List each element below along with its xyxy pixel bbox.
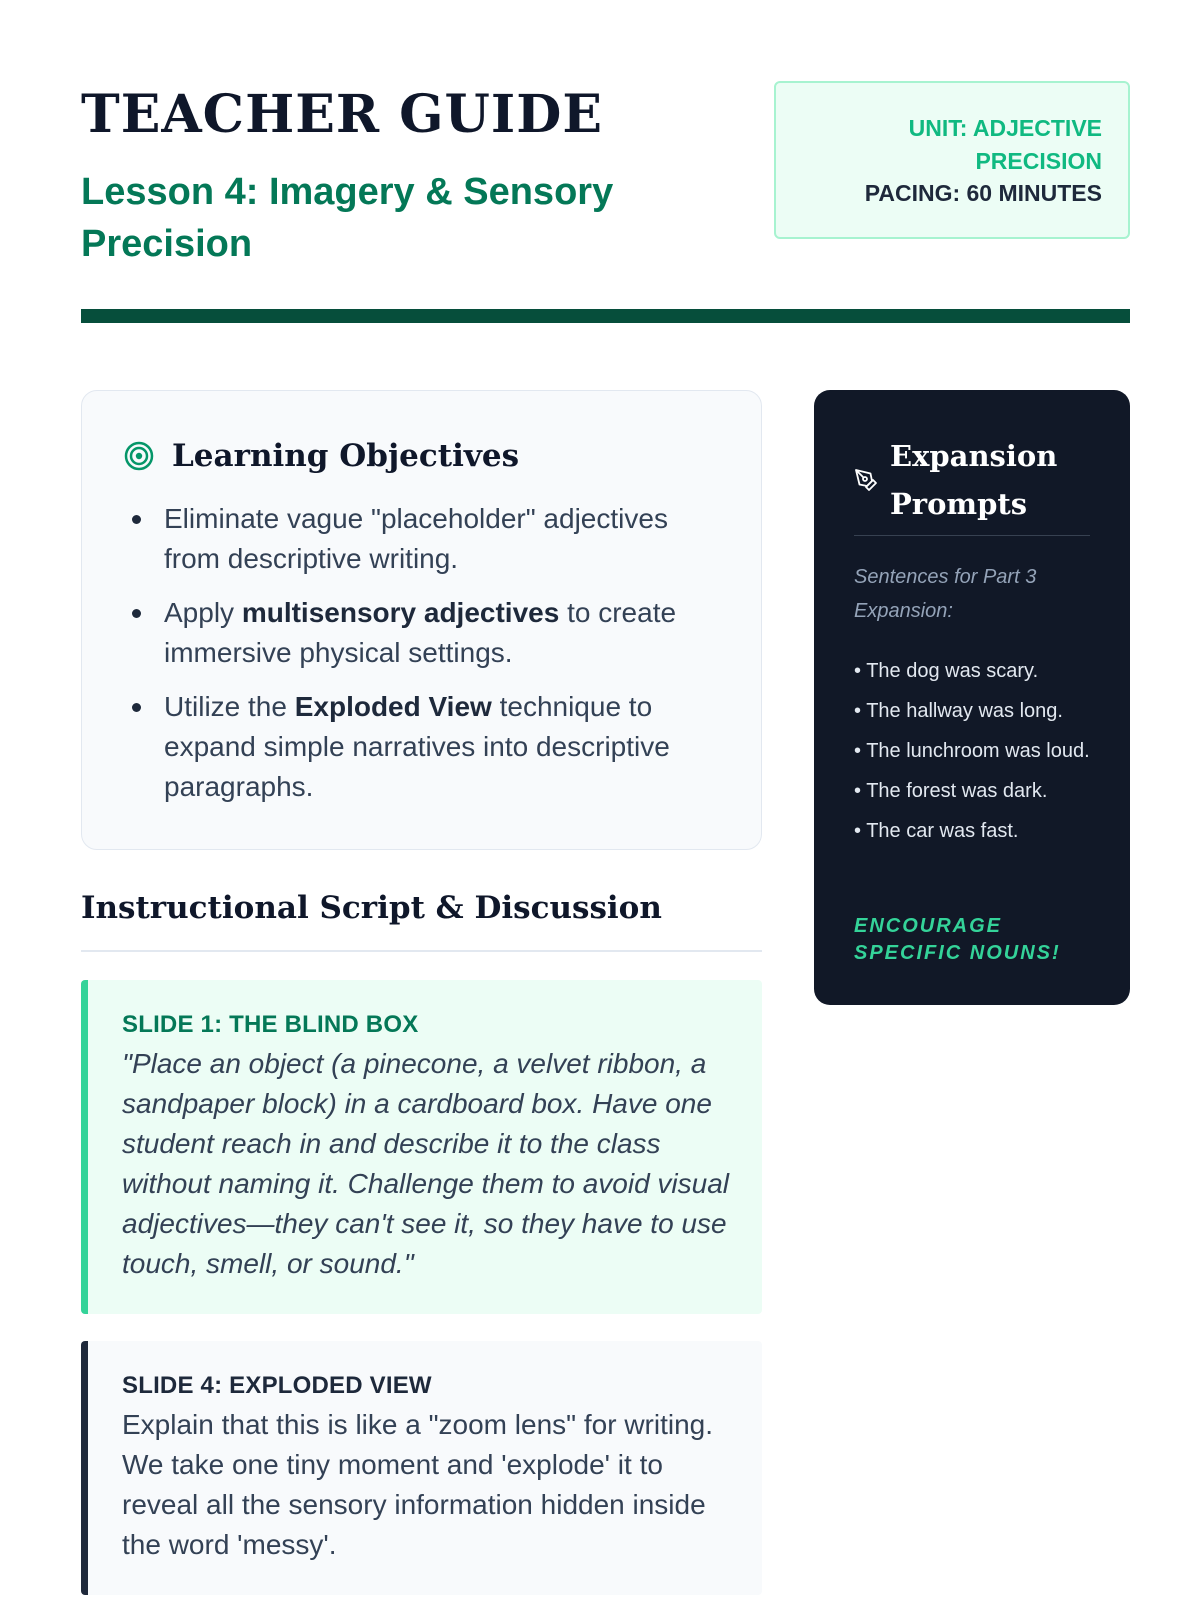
prompt-item: • The dog was scary. [854,660,1039,682]
objectives-header [124,433,519,479]
prompt-item: • The lunchroom was loud. [854,740,1090,762]
learning-objectives-card [81,390,762,850]
target-icon [124,441,154,471]
header-divider [81,309,1130,323]
prompt-item: • The hallway was long. [854,700,1063,722]
prompts-list [854,658,1090,858]
pacing-label: PACING: 60 MINUTES [864,180,1102,207]
prompts-title: Expansion Prompts [890,439,1058,521]
prompts-divider [854,535,1090,536]
objectives-title: Learning Objectives [172,438,520,474]
lesson-subtitle: Lesson 4: Imagery & Sensory Precision [81,171,614,266]
prompt-item: • The forest was dark. [854,780,1048,802]
slide-1-card [81,980,762,1314]
slide-4-label: SLIDE 4: EXPLODED VIEW [122,1372,432,1399]
pen-nib-icon [854,468,878,492]
prompts-header [854,432,1090,528]
script-heading: Instructional Script & Discussion [81,890,662,926]
unit-info-box [774,81,1130,239]
prompt-item: • The car was fast. [854,820,1019,842]
slide-1-text: "Place an object (a pinecone, a velvet ribbon, a sandpaper block) in a cardboard box. Have one student reach in and describe it to the class without naming it. Challenge them to avoid visual adjectives—they can't see it, so they have to use touch, smell, or sound." [122,1048,730,1279]
objective-item: Apply multisensory adjectives to create immersive physical settings. [164,593,724,673]
slide-4-text: Explain that this is like a "zoom lens" for writing. We take one tiny moment and 'explode' it to reveal all the sensory information hidden inside the word 'messy'. [122,1409,714,1560]
header [81,80,1130,323]
slide-1-label: SLIDE 1: THE BLIND BOX [122,1011,419,1038]
objectives-list [164,499,724,821]
slide-4-card [81,1341,762,1595]
script-divider [81,950,762,952]
page-title: TEACHER GUIDE [81,84,603,145]
unit-label: UNIT: ADJECTIVE PRECISION [908,115,1102,174]
expansion-prompts-panel [814,390,1130,1005]
prompts-caption: Sentences for Part 3 Expansion: [854,566,1037,622]
prompts-note: ENCOURAGE SPECIFIC NOUNS! [854,915,1061,964]
objective-item: Eliminate vague "placeholder" adjectives from descriptive writing. [164,499,724,579]
objective-item: Utilize the Exploded View technique to expand simple narratives into descriptive paragraphs. [164,687,724,807]
